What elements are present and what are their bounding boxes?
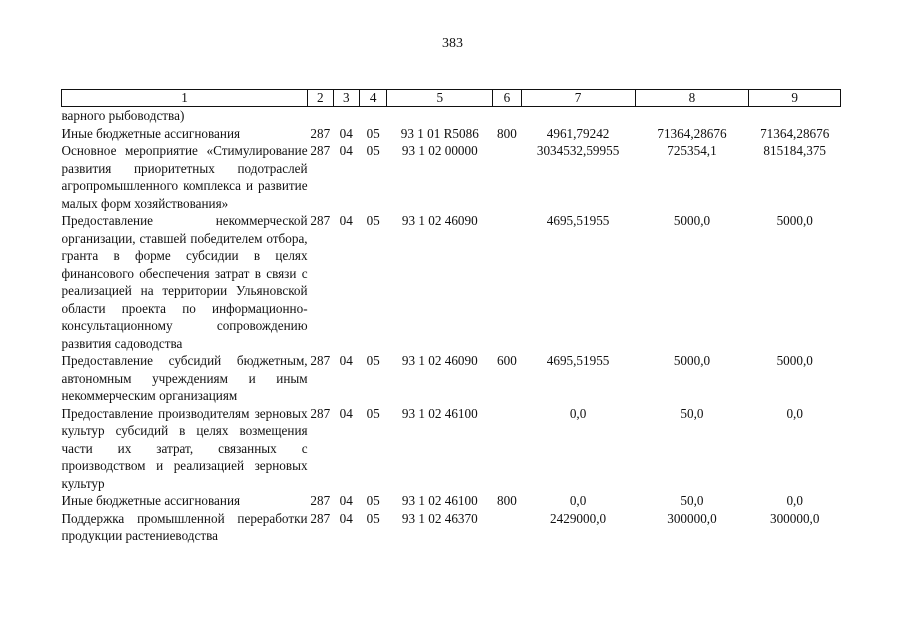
header-cell: 4 <box>359 90 386 107</box>
item-name: Иные бюджетные ассигнования <box>61 125 241 141</box>
ministry-code: 287 <box>310 143 331 158</box>
ministry-code: 287 <box>310 493 331 508</box>
amount-col8 <box>635 107 749 125</box>
amount-col9: 71364,28676 <box>760 125 830 141</box>
amount-col9: 5000,0 <box>776 353 813 368</box>
subsection-code: 05 <box>366 405 380 421</box>
section-code: 04 <box>339 143 353 158</box>
ministry-code: 287 <box>310 125 331 141</box>
table-row <box>62 212 841 352</box>
amount-col9 <box>749 107 841 125</box>
ministry-code <box>308 107 333 125</box>
section-code: 04 <box>339 510 353 526</box>
header-cell: 5 <box>387 90 493 107</box>
section-code: 04 <box>339 405 353 421</box>
header-cell: 7 <box>521 90 635 107</box>
budget-table <box>61 89 841 545</box>
table-row <box>62 510 841 545</box>
expense-type-code: 800 <box>497 125 517 141</box>
header-row <box>62 90 841 107</box>
target-article-code <box>387 107 493 125</box>
page-number: 383 <box>442 36 463 51</box>
expense-type-code <box>493 405 521 493</box>
table-body <box>62 107 841 545</box>
amount-col8: 5000,0 <box>673 213 711 228</box>
amount-col7: 4961,79242 <box>546 125 610 141</box>
amount-col8: 725354,1 <box>667 143 717 158</box>
subsection-code: 05 <box>366 143 380 158</box>
target-article-code: 93 1 02 46090 <box>401 353 478 368</box>
expense-type-code <box>493 142 521 212</box>
subsection-code: 05 <box>366 493 380 508</box>
expense-type-code <box>493 510 521 545</box>
subsection-code: 05 <box>366 510 380 526</box>
subsection-code <box>359 107 386 125</box>
expense-type-code: 600 <box>497 353 517 368</box>
target-article-code: 93 1 01 R5086 <box>400 125 479 141</box>
amount-col7: 2429000,0 <box>550 510 607 526</box>
section-code: 04 <box>339 213 353 228</box>
amount-col8: 50,0 <box>680 493 704 508</box>
expense-type-code: 800 <box>497 493 517 508</box>
amount-col8: 50,0 <box>680 405 704 421</box>
amount-col7: 4695,51955 <box>546 353 610 368</box>
item-name: Предоставление некоммерческой организации, ставшей победителем отбора, гранта в форме субсидии в целях финансового обеспечения затрат в связи с реализацией на территории Ульяновской области проекта по информационно-консультационному сопровождению развития садоводства <box>61 213 308 351</box>
header-cell: 9 <box>749 90 841 107</box>
section-code: 04 <box>339 125 353 141</box>
amount-col7: 0,0 <box>569 405 587 421</box>
amount-col8: 300000,0 <box>667 510 717 526</box>
section-code <box>333 107 359 125</box>
ministry-code: 287 <box>310 353 331 368</box>
expense-type-code <box>493 107 521 125</box>
amount-col7: 0,0 <box>569 493 587 508</box>
amount-col7: 4695,51955 <box>546 213 610 228</box>
item-name: Поддержка промышленной переработки продукции растениеводства <box>61 510 308 543</box>
item-name: Предоставление субсидий бюджетным, автономным учреждениям и иным некоммерческим организациям <box>61 353 308 403</box>
header-cell: 6 <box>493 90 521 107</box>
ministry-code: 287 <box>310 405 331 421</box>
table-row <box>62 405 841 493</box>
header-cell: 3 <box>333 90 359 107</box>
amount-col9: 815184,375 <box>763 143 827 158</box>
amount-col8: 5000,0 <box>673 353 711 368</box>
expense-type-code <box>493 212 521 352</box>
item-name: Иные бюджетные ассигнования <box>61 493 241 508</box>
subsection-code: 05 <box>366 125 380 141</box>
amount-col7: 3034532,59955 <box>536 143 620 158</box>
amount-col9: 5000,0 <box>776 213 813 228</box>
ministry-code: 287 <box>310 510 331 526</box>
subsection-code: 05 <box>366 213 380 228</box>
amount-col9: 300000,0 <box>769 510 820 526</box>
section-code: 04 <box>339 493 353 508</box>
table-row <box>62 142 841 212</box>
target-article-code: 93 1 02 46100 <box>401 405 478 421</box>
item-name: Предоставление производителям зерновых культур субсидий в целях возмещения части их затрат, связанных с производством и реализацией зерновых культур <box>61 405 308 491</box>
table-row <box>62 352 841 405</box>
target-article-code: 93 1 02 46100 <box>401 493 478 508</box>
table-row <box>62 125 841 143</box>
amount-col7 <box>521 107 635 125</box>
amount-col9: 0,0 <box>786 405 803 421</box>
item-name: варного рыбоводства) <box>61 108 185 123</box>
subsection-code: 05 <box>366 353 380 368</box>
header-cell: 8 <box>635 90 749 107</box>
item-name: Основное мероприятие «Стимулирование развития приоритетных подотраслей агропромышленного комплекса и развитие малых форм хозяйствования» <box>61 143 308 211</box>
table-row <box>62 107 841 125</box>
amount-col8: 71364,28676 <box>657 125 727 141</box>
header-cell: 2 <box>308 90 333 107</box>
target-article-code: 93 1 02 46370 <box>401 510 478 526</box>
target-article-code: 93 1 02 46090 <box>401 213 478 228</box>
amount-col9: 0,0 <box>786 493 803 508</box>
section-code: 04 <box>339 353 353 368</box>
table-row <box>62 492 841 510</box>
target-article-code: 93 1 02 00000 <box>401 143 478 158</box>
ministry-code: 287 <box>310 213 331 228</box>
header-cell: 1 <box>62 90 308 107</box>
